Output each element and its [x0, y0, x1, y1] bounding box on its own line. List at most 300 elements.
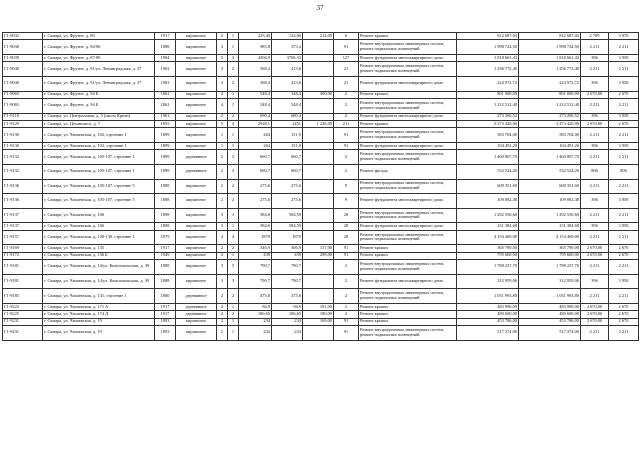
cell-area-total: 660,7	[239, 164, 272, 179]
cell-material: кирпичное	[176, 76, 217, 91]
cell-cost-total: 1 788 237,70	[519, 260, 581, 275]
cell-area-extra	[303, 179, 334, 194]
cell-area-total: 584,6	[239, 223, 272, 230]
cell-cost: 312 959,06	[457, 274, 519, 289]
cell-area-total: 584,6	[239, 208, 272, 223]
cell-unit-cost-max: 2 670	[609, 311, 639, 318]
cell-unit-cost-max: 3 958	[609, 76, 639, 91]
cell-cost: 812 687,04	[457, 33, 519, 40]
cell-entrances: 2	[228, 245, 239, 252]
cell-residents: 2	[334, 260, 359, 275]
cell-cost: 1 998 724,50	[457, 40, 519, 55]
cell-area-living: 660,7	[272, 150, 303, 165]
cell-work: Ремонт фундамента многоквартирного дома	[359, 54, 457, 61]
cell-residents: 6	[334, 33, 359, 40]
table-row	[3, 33, 639, 40]
cell-material: деревянное	[176, 289, 217, 304]
cell-area-extra	[303, 208, 334, 223]
cell-area-total: 690,4	[239, 113, 272, 120]
cell-cost-total: 483 990,00	[519, 303, 581, 310]
cell-floors: 3	[217, 223, 228, 230]
cell-entrances: 2	[228, 289, 239, 304]
cell-unit-cost: 2 211	[581, 230, 609, 245]
cell-address: г. Самара, ул. Фрунзе, д. 91/ул. Ленинградская, д. 37	[43, 76, 155, 91]
cell-address: г. Самара, ул. Чапаевская, д. 105-107, строение 1	[43, 164, 155, 179]
cell-residents: 91	[334, 252, 359, 259]
cell-unit-cost: 806	[581, 164, 609, 179]
cell-area-total: 234	[239, 318, 272, 325]
cell-entrances: 3	[228, 54, 239, 61]
cell-id: Г1-9231	[3, 318, 43, 325]
cell-cost-total: 801 000,00	[519, 91, 581, 98]
cell-year: 1899	[155, 142, 176, 149]
cell-id: Г1-9040	[3, 76, 43, 91]
cell-cost-total: 4 154 469,00	[519, 230, 581, 245]
cell-id: Г1-9136	[3, 179, 43, 194]
cell-entrances: 3	[228, 164, 239, 179]
cell-residents: 2	[334, 289, 359, 304]
cell-residents: 2	[334, 113, 359, 120]
cell-address: г. Самара, ул. Чапаевская, д. 106	[43, 208, 155, 223]
cell-cost-total: 3 273 420,00	[519, 120, 581, 127]
cell-id: Г1-9157	[3, 230, 43, 245]
cell-cost: 453 786,00	[457, 318, 519, 325]
cell-cost-total: 1 998 724,50	[519, 40, 581, 55]
cell-unit-cost-max: 3 970	[609, 33, 639, 40]
cell-work: Ремонт фундамента многоквартирного дома	[359, 76, 457, 91]
cell-floors: 2	[217, 33, 228, 40]
cell-area-extra	[303, 113, 334, 120]
cell-residents: 91	[334, 40, 359, 55]
cell-unit-cost-max: 2 211	[609, 230, 639, 245]
table-row	[3, 318, 639, 325]
table-row	[3, 62, 639, 77]
cell-material: деревянное	[176, 164, 217, 179]
cell-year: 1898	[155, 208, 176, 223]
cell-area-total: 790,7	[239, 260, 272, 275]
cell-unit-cost: 2 211	[581, 208, 609, 223]
cell-id: Г1-9225	[3, 311, 43, 318]
cell-id: Г1-9172	[3, 252, 43, 259]
cell-area-living: 790,7	[272, 274, 303, 289]
cell-address: г. Самара, ул. Фрунзе, д. 94 Б	[43, 98, 155, 113]
cell-residents: 211	[334, 120, 359, 127]
cell-address: г. Самара, ул. Чапаевская, д. 105-107, строение 5	[43, 179, 155, 194]
table-row	[3, 40, 639, 55]
cell-area-extra: 300,00	[303, 91, 334, 98]
cell-unit-cost-max: 3 958	[609, 194, 639, 209]
cell-material: кирпичное	[176, 98, 217, 113]
cell-unit-cost: 396	[581, 142, 609, 149]
cell-material: кирпичное	[176, 113, 217, 120]
cell-entrances: 1	[228, 33, 239, 40]
cell-cost: 801 000,00	[457, 91, 519, 98]
cell-address: г. Самара, ул. Чапаевская, д. 19	[43, 318, 155, 325]
cell-id: Г1-9065	[3, 98, 43, 113]
cell-id: Г1-9181	[3, 274, 43, 289]
cell-id: Г1-9132	[3, 164, 43, 179]
page-number: 37	[316, 4, 324, 12]
cell-cost: 1 788 237,70	[457, 260, 519, 275]
cell-address: г. Самара, ул. Цеханского, д. 7	[43, 120, 155, 127]
cell-address: г. Самара, ул. Чапаевская, д. 105-107, строение 1	[43, 150, 155, 165]
cell-area-extra	[303, 223, 334, 230]
cell-cost-total: 1 818 661,43	[519, 54, 581, 61]
cell-material: деревянное	[176, 303, 217, 310]
table-row	[3, 150, 639, 165]
cell-unit-cost-max: 3 958	[609, 142, 639, 149]
cell-material: кирпичное	[176, 120, 217, 127]
table-row	[3, 113, 639, 120]
cell-unit-cost-max: 2 670	[609, 318, 639, 325]
cell-area-total: 985,8	[239, 40, 272, 55]
cell-entrances: 3	[228, 274, 239, 289]
cell-area-extra	[303, 98, 334, 113]
cell-unit-cost-max: 2 211	[609, 260, 639, 275]
table-row	[3, 91, 639, 98]
cell-floors: 3	[217, 62, 228, 77]
cell-unit-cost-max: 3 958	[609, 274, 639, 289]
cell-address: г. Самара, ул. Чапаевская, д. 14/ул. Комсомольская, д. 39	[43, 274, 155, 289]
cell-area-total: 4394,9	[239, 54, 272, 61]
cell-work: Ремонт внутридомовых инженерных систем, ремонт подвальных помещений	[359, 179, 457, 194]
cell-floors: 2	[217, 179, 228, 194]
cell-work: Ремонт фундамента многоквартирного дома	[359, 274, 457, 289]
cell-unit-cost: 396	[581, 113, 609, 120]
cell-id: Г1-9137	[3, 208, 43, 223]
cell-cost-total: 104 491,20	[519, 142, 581, 149]
cell-cost-total: 795 660,00	[519, 252, 581, 259]
cell-residents: 2	[334, 274, 359, 289]
cell-area-extra	[303, 194, 334, 209]
cell-cost: 1 292 550,60	[457, 208, 519, 223]
cell-unit-cost-max: 2 211	[609, 62, 639, 77]
cell-area-total: 548,4	[239, 98, 272, 113]
cell-material: кирпичное	[176, 318, 217, 325]
cell-area-total: 790,7	[239, 274, 272, 289]
cell-address: г. Самара, ул. Фрунзе, д. 91/ул. Ленинградская, д. 37	[43, 62, 155, 77]
cell-unit-cost: 2 211	[581, 62, 609, 77]
cell-area-living: 548,4	[272, 98, 303, 113]
cell-area-extra	[303, 274, 334, 289]
cell-year: 1889	[155, 150, 176, 165]
cell-year: 1893	[155, 318, 176, 325]
cell-area-living: 151,9	[272, 128, 303, 143]
cell-area-total: 275,6	[239, 194, 272, 209]
cell-material: кирпичное	[176, 142, 217, 149]
cell-address: г. Самара, ул. Фрунзе, д. 94 Б	[43, 91, 155, 98]
cell-work: Ремонт внутридомовых инженерных систем, ремонт подвальных помещений	[359, 326, 457, 341]
cell-area-extra: 214,00	[303, 33, 334, 40]
cell-work: Ремонт фундамента многоквартирного дома	[359, 113, 457, 120]
cell-floors: 2	[217, 318, 228, 325]
cell-cost: 1 212 512,40	[457, 98, 519, 113]
cell-area-total: 234	[239, 326, 272, 341]
cell-cost: 1 460 807,70	[457, 150, 519, 165]
cell-area-living: 573,4	[272, 40, 303, 55]
cell-area-total: 264	[239, 142, 272, 149]
table-row	[3, 142, 639, 149]
cell-address: г. Самара, ул. Чапаевская, д. 105-107, строение 5	[43, 194, 155, 209]
cell-area-total: 264	[239, 128, 272, 143]
cell-area-total: 186,65	[239, 311, 272, 318]
cell-material: кирпичное	[176, 91, 217, 98]
cell-year: 1888	[155, 194, 176, 209]
cell-material: кирпичное	[176, 230, 217, 245]
cell-area-extra	[303, 230, 334, 245]
cell-work: Ремонт крыши	[359, 245, 457, 252]
cell-address: г. Самара, ул. Чапаевская, д. 135	[43, 245, 155, 252]
cell-cost-total: 224 972,72	[519, 76, 581, 91]
cell-entrances: 2	[228, 62, 239, 77]
table-row	[3, 252, 639, 259]
cell-area-total: 439	[239, 252, 272, 259]
cell-residents: 2	[334, 164, 359, 179]
cell-area-extra	[303, 142, 334, 149]
cell-unit-cost-max: 2 211	[609, 179, 639, 194]
cell-floors: 2	[217, 164, 228, 179]
cell-material: кирпичное	[176, 128, 217, 143]
cell-area-living: 475,8	[272, 289, 303, 304]
cell-unit-cost: 2 211	[581, 326, 609, 341]
cell-material: кирпичное	[176, 62, 217, 77]
cell-area-extra	[303, 260, 334, 275]
cell-residents: 2	[334, 150, 359, 165]
cell-residents: 91	[334, 326, 359, 341]
cell-entrances: 1	[228, 326, 239, 341]
cell-area-total: 346,9	[239, 245, 272, 252]
cell-id: Г1-9040	[3, 62, 43, 77]
cell-year: 1888	[155, 40, 176, 55]
cell-cost: 483 990,00	[457, 303, 519, 310]
cell-area-living: 548,4	[272, 91, 303, 98]
cell-material: кирпичное	[176, 33, 217, 40]
cell-unit-cost-max: 3 958	[609, 54, 639, 61]
cell-work: Ремонт крыши	[359, 311, 457, 318]
cell-cost: 365 790,00	[457, 245, 519, 252]
cell-area-living: 186,65	[272, 311, 303, 318]
cell-material: кирпичное	[176, 40, 217, 55]
cell-floors: 2	[217, 150, 228, 165]
cell-work: Ремонт внутридомовых инженерных систем, ремонт подвальных помещений	[359, 208, 457, 223]
cell-cost-total: 1 212 512,40	[519, 98, 581, 113]
cell-cost: 583 704,00	[457, 128, 519, 143]
cell-floors: 3	[217, 260, 228, 275]
cell-id: Г1-9185	[3, 289, 43, 304]
cell-unit-cost: 2 211	[581, 260, 609, 275]
cell-unit-cost-max: 2 211	[609, 40, 639, 55]
cell-area-total: 1879	[239, 230, 272, 245]
cell-cost-total: 583 704,00	[519, 128, 581, 143]
cell-id: Г1-9223	[3, 303, 43, 310]
cell-work: Ремонт внутридомовых инженерных систем, ремонт подвальных помещений	[359, 98, 457, 113]
cell-id: Г1-9032	[3, 33, 43, 40]
cell-cost-total: 480 600,00	[519, 311, 581, 318]
cell-area-total: 84,9	[239, 303, 272, 310]
cell-address: г. Самара, ул. Чапаевская, д. 106	[43, 223, 155, 230]
cell-material: деревянное	[176, 311, 217, 318]
cell-id: Г1-9130	[3, 142, 43, 149]
cell-area-extra	[303, 150, 334, 165]
cell-entrances: 1	[228, 40, 239, 55]
cell-unit-cost: 396	[581, 54, 609, 61]
cell-residents: 91	[334, 245, 359, 252]
cell-cost: 109 082,48	[457, 194, 519, 209]
cell-entrances: 2	[228, 194, 239, 209]
cell-year: 1898	[155, 223, 176, 230]
cell-area-living: 84,9	[272, 303, 303, 310]
cell-unit-cost: 396	[581, 194, 609, 209]
cell-address: г. Самара, ул. Чапаевская, д. 171 А	[43, 303, 155, 310]
cell-material: кирпичное	[176, 252, 217, 259]
cell-floors: 5	[217, 54, 228, 61]
cell-cost-total: 109 082,48	[519, 194, 581, 209]
cell-address: г. Самара, ул. Чапаевская, д. 102, строение 1	[43, 142, 155, 149]
cell-unit-cost-max: 2 211	[609, 128, 639, 143]
cell-cost-total: 312 959,06	[519, 274, 581, 289]
cell-work: Ремонт фундамента многоквартирного дома	[359, 194, 457, 209]
cell-area-total: 2928,1	[239, 120, 272, 127]
cell-unit-cost: 2 211	[581, 150, 609, 165]
cell-area-living: 660,7	[272, 164, 303, 179]
table-row	[3, 179, 639, 194]
cell-unit-cost: 2 670,00	[581, 303, 609, 310]
cell-area-living: 306,9	[272, 245, 303, 252]
cell-entrances: 1	[228, 142, 239, 149]
housing-repair-table	[2, 32, 639, 341]
cell-entrances: 1	[228, 208, 239, 223]
cell-address: г. Самара, ул. Чапаевская, д. 14/ул. Комсомольская, д. 39	[43, 260, 155, 275]
cell-unit-cost: 2 670,00	[581, 311, 609, 318]
cell-area-living: 1879	[272, 230, 303, 245]
cell-year: 1961	[155, 113, 176, 120]
cell-year: 1899	[155, 128, 176, 143]
cell-cost-total: 1 460 807,70	[519, 150, 581, 165]
cell-cost-total: 517 374,00	[519, 326, 581, 341]
cell-area-extra: 298,00	[303, 252, 334, 259]
cell-year: 1862	[155, 91, 176, 98]
cell-entrances: 3	[228, 150, 239, 165]
table-row	[3, 223, 639, 230]
cell-floors: 4	[217, 91, 228, 98]
cell-cost-total: 532 524,20	[519, 164, 581, 179]
cell-material: кирпичное	[176, 179, 217, 194]
table-row	[3, 98, 639, 113]
cell-unit-cost: 2 670,00	[581, 318, 609, 325]
cell-unit-cost: 2 211	[581, 98, 609, 113]
cell-entrances: 2	[228, 76, 239, 91]
cell-area-extra	[303, 164, 334, 179]
cell-floors: 2	[217, 252, 228, 259]
cell-work: Ремонт крыши	[359, 33, 457, 40]
table-row	[3, 274, 639, 289]
cell-work: Ремонт внутридомовых инженерных систем, ремонт подвальных помещений	[359, 289, 457, 304]
cell-unit-cost: 2 670,00	[581, 120, 609, 127]
cell-floors: 3	[217, 40, 228, 55]
cell-cost-total: 812 687,04	[519, 33, 581, 40]
cell-area-extra	[303, 326, 334, 341]
cell-residents: 9	[334, 194, 359, 209]
cell-year: 1879	[155, 230, 176, 245]
cell-unit-cost-max: 2 211	[609, 289, 639, 304]
cell-unit-cost: 2 211	[581, 179, 609, 194]
table-row	[3, 194, 639, 209]
cell-residents: 2	[334, 303, 359, 310]
cell-area-extra: 137,00	[303, 245, 334, 252]
cell-area-living: 413,6	[272, 62, 303, 77]
cell-material: кирпичное	[176, 223, 217, 230]
table-row	[3, 54, 639, 61]
cell-area-extra: 1 226,00	[303, 120, 334, 127]
cell-unit-cost-max: 2 211	[609, 326, 639, 341]
cell-address: г. Самара, ул. Чапаевская, д. 174 Д	[43, 311, 155, 318]
cell-address: г. Самара, ул. Чапаевская, д. 102, строение 1	[43, 128, 155, 143]
cell-year: 1917	[155, 33, 176, 40]
cell-address: г. Самара, ул. Чапаевская, д. 19	[43, 326, 155, 341]
cell-entrances: 4	[228, 230, 239, 245]
cell-entrances: 3	[228, 260, 239, 275]
cell-material: кирпичное	[176, 245, 217, 252]
cell-area-living: 3706,33	[272, 54, 303, 61]
cell-id: Г1-9136	[3, 194, 43, 209]
cell-work: Ремонт фасада	[359, 164, 457, 179]
cell-cost: 795 660,00	[457, 252, 519, 259]
cell-area-extra: 169,00	[303, 318, 334, 325]
cell-unit-cost-max: 2 670	[609, 303, 639, 310]
cell-work: Ремонт внутридомовых инженерных систем, ремонт подвальных помещений	[359, 128, 457, 143]
cell-unit-cost-max: 2 670	[609, 91, 639, 98]
cell-id: Г1-9137	[3, 223, 43, 230]
cell-entrances: 1	[228, 98, 239, 113]
cell-cost-total: 1 292 550,60	[519, 208, 581, 223]
cell-entrances: 1	[228, 303, 239, 310]
cell-year: 1917	[155, 311, 176, 318]
cell-unit-cost: 2 211	[581, 289, 609, 304]
cell-id: Г1-9039	[3, 54, 43, 61]
cell-floors: 1	[217, 128, 228, 143]
cell-year: 1917	[155, 303, 176, 310]
table-row	[3, 230, 639, 245]
cell-cost-total: 453 786,00	[519, 318, 581, 325]
cell-unit-cost-max: 2 211	[609, 208, 639, 223]
cell-entrances: 2	[228, 113, 239, 120]
cell-entrances: 4	[228, 120, 239, 127]
cell-work: Ремонт внутридомовых инженерных систем, ремонт подвальных помещений	[359, 260, 457, 275]
cell-address: г. Самара, ул. Чапаевская, д. 141, строение 1	[43, 289, 155, 304]
cell-residents: 91	[334, 128, 359, 143]
table-row	[3, 311, 639, 318]
cell-cost: 1 256 772,40	[457, 62, 519, 77]
cell-area-extra	[303, 76, 334, 91]
cell-area-living: 124,00	[272, 33, 303, 40]
cell-area-extra	[303, 128, 334, 143]
cell-unit-cost: 2 670,00	[581, 245, 609, 252]
cell-year: 1888	[155, 179, 176, 194]
table-row	[3, 120, 639, 127]
cell-work: Ремонт внутридомовых инженерных систем, ремонт подвальных помещений	[359, 230, 457, 245]
cell-cost: 104 491,20	[457, 142, 519, 149]
cell-id: Г1-9231	[3, 326, 43, 341]
cell-floors: 3	[217, 76, 228, 91]
cell-residents: 28	[334, 230, 359, 245]
cell-year: 1955	[155, 120, 176, 127]
cell-entrances: 1	[228, 91, 239, 98]
cell-cost: 480 600,00	[457, 311, 519, 318]
cell-material: кирпичное	[176, 194, 217, 209]
cell-cost: 532 524,20	[457, 164, 519, 179]
cell-unit-cost: 396	[581, 274, 609, 289]
cell-area-extra	[303, 40, 334, 55]
